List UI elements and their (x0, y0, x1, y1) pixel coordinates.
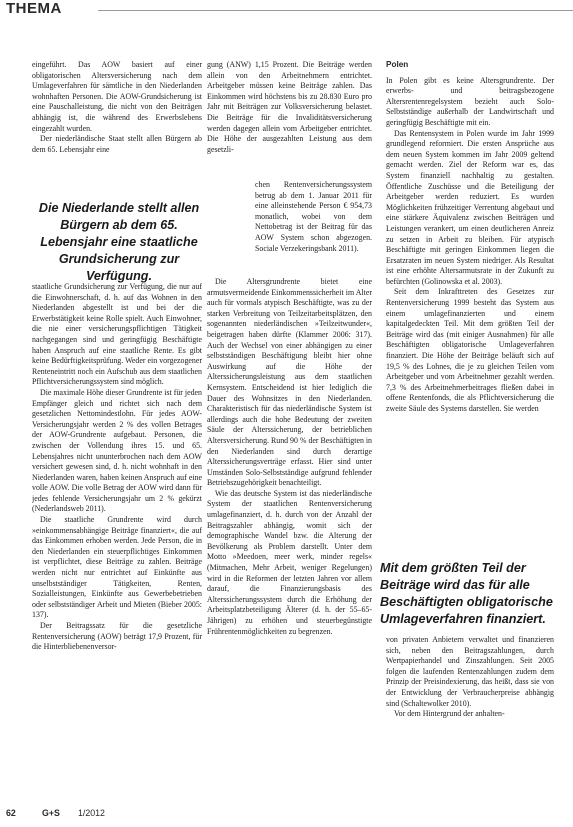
paragraph: gung (ANW) 1,15 Prozent. Die Beiträge werden allein von den Arbeitnehmern entrichtet. Arbeitgeber müssen keine Beiträge zahlen. Das Einkommen wird höchstens bis zu 28.830 Euro pro Jahr mit Beiträgen zur Volksversicherung belastet. Die Beiträge für die Invaliditätsversicherung werden dagegen allein vom Arbeitgeber entrichtet. Die Höhe der ausgezahlten Leistung aus dem gesetzli- (207, 60, 372, 154)
paragraph: Das Rentensystem in Polen wurde im Jahr 1999 grundlegend reformiert. Die ersten Ansprüche aus dem neuen System kommen im Jahr 2009 geltend gemacht werden. Ziel der Reform war es, das System finanziell nachhaltig zu gestalten. Öffentliche Zuschüsse und die Beteiligung der Arbeitgeber werden reduziert. Es wurden Möglichkeiten frühzeitiger Verrentung abgebaut und eine stärkere Äquivalenz zwischen Beiträgen und Leistungen verankert, um einen deutlicheren Anreiz zu setzen in Arbeit zu bleiben. Für atypisch Beschäftigte mit geringen Einkommen liegen die Ersatzraten im neuen System niedriger. Als Resultat ist eine erhöhte Altersarmutsrate in der Zukunft zu befürchten (Golinowska et al. 2003). (386, 128, 554, 286)
column-3-top (386, 60, 554, 560)
column-3-bottom (386, 635, 554, 805)
magazine-name: G+S (42, 808, 60, 818)
pull-quote: Mit dem größten Teil der Beiträge wird das für alle Beschäftigten obligatorische Umlageverfahren finanziert. (376, 560, 573, 628)
header-rule (98, 10, 573, 11)
paragraph: eingeführt. Das AOW basiert auf einer obligatorischen Altersversicherung nach dem Umlageverfahren für sämtliche in den Niederlanden wohnhaften Personen. Die AOW-Grundsicherung ist eine Pauschalleistung, die nicht von den Beiträgen abhängig ist, die während des Erwerbslebens eingezahlt wurden. (32, 60, 202, 133)
paragraph: Seit dem Inkrafttreten des Gesetzes zur Rentenversicherung 1999 besteht das System aus einem umlagefinanzierten und einem kapitalgedeckten Teil. Mit dem größten Teil der Beiträge wird das (mit einiger Ausnahmen) für alle Beschäftigten obligatorische Umlageverfahren finanziert. Die Höhe der Beiträge beläuft sich auf 19,5 % des Lohnes, die je zu gleichen Teilen vom Arbeitgeber und vom Arbeitnehmer gezahlt werden. 7,3 % des Arbeitnehmerbeitrages fließen dabei in offene Rentenfonds, die als Pflichtversicherung die zweite Säule des Systems darstellen. Sie werden (386, 287, 554, 413)
paragraph: von privaten Anbietern verwaltet und finanzieren sich, neben den Beitragszahlungen, durch Wertpapierhandel und Zinszahlungen. Seit 2005 folgen die laufenden Rentenzahlungen zudem dem Prinzip der Preisindexierung, das heißt, dass sie von der Entwicklung der Verbraucherpreise abhängig sind (Schaltewolker 2010). (386, 635, 554, 708)
paragraph: staatliche Grundsicherung zur Verfügung, die nur auf die Einwohnerschaft, d. h. auf das Wohnen in den Niederlanden abgestellt ist und bei der die Erwerbstätigkeit keine Rolle spielt. Auch Einwohner, die nie einer versicherungspflichtigen Tätigkeit nachgegangen sind und geringfügig Beschäftigte haben Anspruch auf eine staatliche Rente. Es gibt keine Bedürftigkeitsprüfung. Weder ein vorgezogener Renteneintritt noch ein Aufschub aus dem staatlichen Pflichtversicherungssystem sind möglich. (32, 282, 202, 387)
issue-number: 1/2012 (78, 808, 105, 818)
section-heading: Polen (386, 60, 409, 69)
paragraph: Der Beitragssatz für die gesetzliche Rentenversicherung (AOW) beträgt 17,9 Prozent, für die Hinterbliebenenversor- (32, 621, 202, 652)
pull-quote: Die Niederlande stellt allen Bürgern ab dem 65. Lebensjahr eine staatliche Grundsicherung zur Verfügung. (30, 200, 208, 285)
section-title: THEMA (6, 0, 62, 17)
paragraph: Vor dem Hintergrund der anhalten- (394, 709, 505, 719)
paragraph: In Polen gibt es keine Altersgrundrente. Der erwerbs- und beitragsbezogene Altersrentenregelsystem bezieht auch Solo-Selbstständige außerhalb der Landwirtschaft und geringfügig Beschäftigte mit ein. (386, 75, 554, 127)
column-2-inset (255, 180, 372, 272)
column-1-top (32, 60, 202, 174)
page-footer (6, 808, 566, 822)
paragraph: Die maximale Höhe dieser Grundrente ist für jeden Empfänger gleich und richtet sich nach dem gesetzlichen Nettomindestlohn. Für jedes AOW-Versicherungsjahr werden 2 % des vollen Betrages der AOW-Grundrente aufgebaut. Personen, die zwischen der Vollendung ihres 15. und 65. Lebensjahres nicht ununterbrochen nach dem AOW versichert gewesen sind, d. h. nicht wohnhaft in den Niederlanden waren, haben keinen Anspruch auf eine volle AOW. Die volle Betrag der AOW wird dann für jedes fehlende Versicherungsjahr um 2 % gekürzt (Nederlandsweb 2011). (32, 387, 202, 514)
paragraph: Die staatliche Grundrente wird durch »einkommensabhängige Beiträge finanziert«, die auf das Einkommen erhoben werden. Jede Person, die in den Niederlanden ein steuerpflichtiges Einkommen ist verpflichtet, diese Beiträge zu zahlen. Beiträge werden nicht nur entrichtet auf Einkünfte aus unselbstständiger Tätigkeiten, Renten, Sozialleistungen, Einkünfte aus Gewerbebetrieben oder selbstständiger Arbeit und Mieten (Bieber 2005: 137). (32, 515, 202, 620)
paragraph: Der niederländische Staat stellt allen Bürgern ab dem 65. Lebensjahr eine (32, 134, 202, 154)
page-number: 62 (6, 808, 16, 818)
page-header (0, 0, 573, 20)
column-2-top (207, 60, 372, 178)
column-2-bottom (207, 277, 372, 804)
paragraph: chen Rentenversicherungssystem betrug ab dem 1. Januar 2011 für eine alleinstehende Person € 954,73 monatlich, wobei von dem Nettobetrag ist der Beitrag für das AOW System schon abgezogen. Sociale Verzekeringsbank 2011). (255, 180, 372, 253)
paragraph: Wie das deutsche System ist das niederländische System der staatlichen Rentenversicherung umlagefinanziert, d. h. durch von der Anzahl der Beitragszahler abhängig, womit sich der demographische Wandel bzw. die Alterung der Bevölkerung als Problem darstellt. Unter dem Motto »Meedoen, meer werk, minder regels« (Mitmachen, Mehr Arbeit, weniger Regelungen) wird in die Reformen der letzten Jahren vor allem darauf, die Finanzierungsbasis des Alterssicherungssystem durch die Erhöhung der Arbeitsplatzbeteiligung Älterer (d. h. der 55–65-Jährigen) zu erhöhen und steuerbegünstigte Frührentenmöglichkeiten zu begrenzen. (207, 488, 372, 636)
column-1-bottom (32, 282, 202, 802)
paragraph: Die Altersgrundrente bietet eine armutsvermeidende Einkommenssicherheit im Alter auch für vormals atypisch Beschäftigte, was zu der starken Verbreitung von Teilzeitarbeitsplätzen, den sogenannten niederländischen »Teilzeitwunder«, beigetragen haben dürfte (Klammer 2006: 317). Auch der Wechsel von einer abhängigen zu einer selbstständigen Beschäftigung bleibt hier ohne Auswirkung auf die Höhe der Alterssicherungsleistung aus dem staatlichen Kernsystem. Entscheidend ist hier lediglich die Dauer des Wohnsitzes in den Niederlanden. Charakteristisch für das niederländische System ist allerdings auch die hohe Bedeutung der zweiten Säule der Alterssicherung, der betrieblichen Altersversicherung. Rund 90 % der Beschäftigten in den Niederlanden sind durch derartige Alterssicherungsverträge erfasst. Hier sind unter Umständen Solo-Selbstständige aufgrund fehlender Betriebszugehörigkeit benachteiligt. (207, 277, 372, 488)
